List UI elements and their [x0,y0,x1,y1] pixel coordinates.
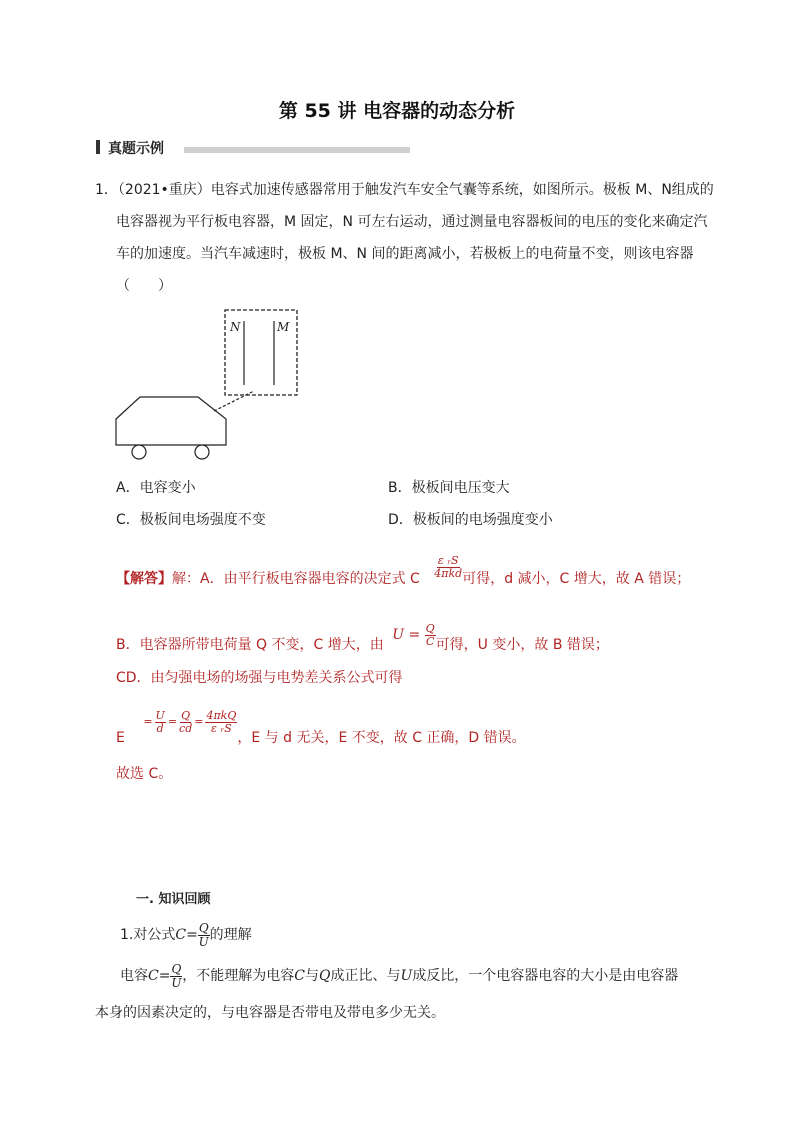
label-m: M [277,320,290,334]
question-line-2: 电容器视为平行板电容器，M 固定，N 可左右运动，通过测量电容器板间的电压的变化来确定汽 [116,214,708,230]
option-c: C．极板间电场强度不变 [116,512,266,528]
section-rule [184,147,410,153]
formula-c-q-u: $\frac{Q}{U}$ [198,920,209,949]
field-formula: = $\frac{U}{d}$ = $\frac{Q}{cd}$ = $\frac{\text{4πkQ}}{\text{ε ᵣS}}$ [143,708,237,735]
car-body [116,397,226,445]
label-n: N [230,320,241,334]
option-b: B．极板间电压变大 [388,480,510,496]
section-heading: 真题示例 [108,141,164,157]
answer-conclusion: 故选 C。 [116,766,173,782]
question-line-3: 车的加速度。当汽车减速时，极板 M、N 间的距离减小，若极板上的电荷量不变，则该电容器 [116,246,694,262]
answer-line-1: 【解答】解：A．由平行板电容器电容的决定式 C $\frac{\text{ε ᵣS}}{\text{4πkd}}$ 可得，d 减小，C 增大，故 A 错误； [116,553,691,587]
answer-line-4: E = $\frac{U}{d}$ = $\frac{Q}{cd}$ = $\frac{\text{4πkQ}}{\text{ε ᵣS}}$ ，E 与 d 无关，E 不变，故 C 正确，D 错误。 [116,708,526,746]
car-wheel-rear [195,445,209,459]
knowledge-paragraph-line-1: 电容C= $\frac{Q}{U}$ ，不能理解为电容C与Q成正比、与U成反比，一个电容器电容的大小是由电容器 [120,961,679,990]
car-wheel-front [132,445,146,459]
answer-line-2: B．电容器所带电荷量 Q 不变，C 增大，由 U = $\frac{Q}{C}$ 可得，U 变小，故 B 错误； [116,621,609,653]
capacitor-car-figure [108,305,308,465]
pointer-line [214,391,254,411]
capacitance-formula: $\frac{\text{ε ᵣS}}{\text{4πkd}}$ [434,553,463,580]
answer-tag: 【解答】 [116,571,172,587]
section-marker [96,140,100,154]
option-d: D．极板间的电场强度变小 [388,512,553,528]
voltage-formula: $\frac{Q}{C}$ [425,621,435,648]
knowledge-item-1: 1.对公式C= $\frac{Q}{U}$ 的理解 [120,920,252,949]
knowledge-paragraph-line-2: 本身的因素决定的，与电容器是否带电及带电多少无关。 [95,1005,445,1021]
question-line-4: （ ） [116,278,172,294]
question-line-1: 1．（2021•重庆）电容式加速传感器常用于触发汽车安全气囊等系统，如图所示。极板 M、N组成的 [95,182,714,198]
option-a: A．电容变小 [116,480,196,496]
knowledge-heading: 一. 知识回顾 [136,892,211,907]
answer-line-3: CD．由匀强电场的场强与电势差关系公式可得 [116,670,403,686]
formula-c-q-u-inline: $\frac{Q}{U}$ [171,961,182,990]
page-title: 第 55 讲 电容器的动态分析 [278,100,516,122]
